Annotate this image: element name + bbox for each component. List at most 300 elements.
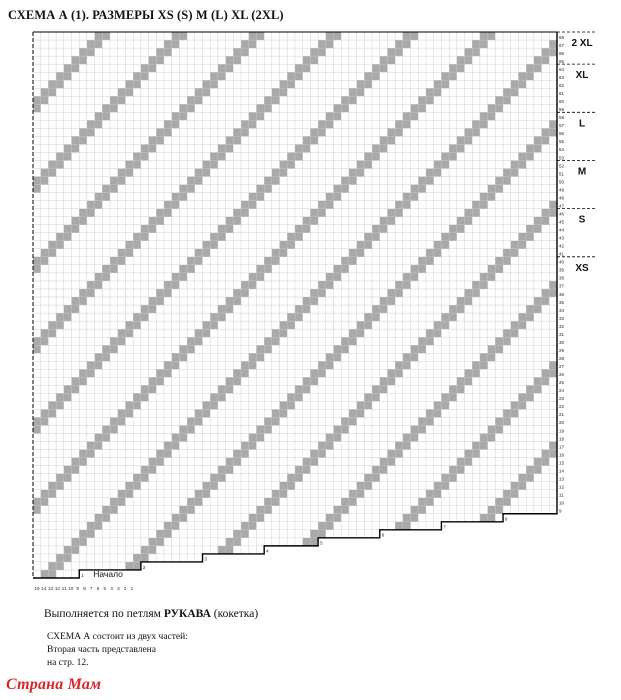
chart-cell xyxy=(218,369,226,377)
chart-cell xyxy=(210,104,218,112)
chart-cell xyxy=(280,201,288,209)
chart-cell xyxy=(403,506,411,514)
chart-cell xyxy=(241,80,249,88)
chart-cell xyxy=(449,514,457,522)
chart-cell xyxy=(318,217,326,225)
chart-cell xyxy=(418,514,426,522)
chart-cell xyxy=(372,152,380,160)
chart-cell xyxy=(195,257,203,265)
chart-cell xyxy=(249,369,257,377)
chart-cell xyxy=(256,209,264,217)
chart-cell xyxy=(303,48,311,56)
chart-cell xyxy=(441,193,449,201)
chart-cell xyxy=(526,442,534,450)
chart-cell xyxy=(457,152,465,160)
chart-cell xyxy=(141,128,149,136)
chart-cell xyxy=(233,506,241,514)
chart-cell xyxy=(549,217,557,225)
chart-cell xyxy=(295,80,303,88)
chart-cell xyxy=(118,474,126,482)
chart-cell xyxy=(472,217,480,225)
chart-cell xyxy=(102,217,110,225)
chart-cell xyxy=(549,458,557,466)
chart-cell xyxy=(56,546,64,554)
chart-cell xyxy=(164,506,172,514)
chart-cell xyxy=(465,32,473,40)
chart-cell xyxy=(511,458,519,466)
chart-cell xyxy=(503,345,511,353)
chart-cell xyxy=(133,265,141,273)
chart-cell xyxy=(465,209,473,217)
chart-cell xyxy=(472,88,480,96)
chart-cell xyxy=(41,177,49,185)
chart-cell xyxy=(256,40,264,48)
chart-cell xyxy=(364,177,372,185)
chart-cell xyxy=(372,120,380,128)
row-number: 3 xyxy=(204,556,208,562)
chart-cell xyxy=(110,433,118,441)
chart-cell xyxy=(326,80,334,88)
chart-cell xyxy=(179,249,187,257)
chart-cell xyxy=(226,498,234,506)
chart-cell xyxy=(303,530,311,538)
chart-cell xyxy=(287,281,295,289)
chart-cell xyxy=(295,345,303,353)
chart-cell xyxy=(349,209,357,217)
chart-cell xyxy=(518,136,526,144)
chart-cell xyxy=(403,425,411,433)
chart-cell xyxy=(233,466,241,474)
chart-cell xyxy=(418,104,426,112)
chart-cell xyxy=(341,458,349,466)
chart-cell xyxy=(395,144,403,152)
chart-cell xyxy=(426,56,434,64)
chart-cell xyxy=(125,177,133,185)
chart-cell xyxy=(341,80,349,88)
chart-cell xyxy=(395,514,403,522)
chart-cell xyxy=(41,241,49,249)
chart-cell xyxy=(249,64,257,72)
chart-cell xyxy=(210,56,218,64)
chart-cell xyxy=(488,321,496,329)
chart-cell xyxy=(465,466,473,474)
chart-cell xyxy=(503,193,511,201)
chart-cell xyxy=(542,433,550,441)
chart-cell xyxy=(295,281,303,289)
size-label: 2 XL xyxy=(571,38,593,49)
chart-cell xyxy=(403,64,411,72)
chart-cell xyxy=(526,329,534,337)
chart-cell xyxy=(380,482,388,490)
chart-cell xyxy=(187,128,195,136)
chart-cell xyxy=(295,321,303,329)
chart-cell xyxy=(179,313,187,321)
chart-cell xyxy=(41,281,49,289)
chart-cell xyxy=(287,144,295,152)
chart-cell xyxy=(495,193,503,201)
chart-cell xyxy=(133,257,141,265)
chart-cell xyxy=(102,249,110,257)
chart-cell xyxy=(426,249,434,257)
chart-cell xyxy=(272,265,280,273)
chart-cell xyxy=(526,177,534,185)
chart-cell xyxy=(95,177,103,185)
chart-cell xyxy=(72,361,80,369)
chart-cell xyxy=(542,64,550,72)
chart-cell xyxy=(110,257,118,265)
chart-cell xyxy=(133,144,141,152)
chart-cell xyxy=(118,72,126,80)
chart-cell xyxy=(457,514,465,522)
chart-cell xyxy=(125,530,133,538)
chart-cell xyxy=(264,506,272,514)
chart-cell xyxy=(395,88,403,96)
chart-cell xyxy=(542,281,550,289)
chart-cell xyxy=(87,305,95,313)
chart-cell xyxy=(256,257,264,265)
chart-cell xyxy=(387,120,395,128)
chart-cell xyxy=(526,401,534,409)
chart-cell xyxy=(210,490,218,498)
chart-cell xyxy=(41,321,49,329)
chart-cell xyxy=(418,281,426,289)
chart-cell xyxy=(64,241,72,249)
chart-cell xyxy=(503,329,511,337)
chart-cell xyxy=(326,96,334,104)
chart-cell xyxy=(141,506,149,514)
chart-cell xyxy=(357,88,365,96)
chart-cell xyxy=(357,321,365,329)
chart-cell xyxy=(280,209,288,217)
chart-cell xyxy=(149,442,157,450)
chart-cell xyxy=(249,337,257,345)
chart-cell xyxy=(79,458,87,466)
chart-cell xyxy=(249,377,257,385)
chart-cell xyxy=(480,193,488,201)
chart-cell xyxy=(141,281,149,289)
chart-cell xyxy=(472,433,480,441)
chart-cell xyxy=(264,64,272,72)
chart-cell xyxy=(310,96,318,104)
chart-cell xyxy=(272,112,280,120)
chart-cell xyxy=(495,249,503,257)
chart-cell xyxy=(488,128,496,136)
chart-cell xyxy=(449,112,457,120)
chart-cell xyxy=(41,217,49,225)
chart-cell xyxy=(526,377,534,385)
chart-cell xyxy=(411,474,419,482)
chart-cell xyxy=(534,217,542,225)
chart-cell xyxy=(280,530,288,538)
chart-cell xyxy=(264,482,272,490)
chart-cell xyxy=(272,80,280,88)
chart-cell xyxy=(387,450,395,458)
chart-cell xyxy=(210,450,218,458)
chart-cell xyxy=(79,321,87,329)
chart-cell xyxy=(287,48,295,56)
chart-cell xyxy=(87,225,95,233)
chart-cell xyxy=(349,32,357,40)
chart-cell xyxy=(503,506,511,514)
chart-cell xyxy=(249,152,257,160)
chart-cell xyxy=(164,169,172,177)
chart-cell xyxy=(179,425,187,433)
chart-cell xyxy=(33,217,41,225)
chart-cell xyxy=(72,112,80,120)
chart-cell xyxy=(56,409,64,417)
chart-cell xyxy=(48,417,56,425)
chart-cell xyxy=(411,361,419,369)
chart-cell xyxy=(480,225,488,233)
chart-cell xyxy=(480,313,488,321)
chart-cell xyxy=(418,193,426,201)
chart-cell xyxy=(133,409,141,417)
chart-cell xyxy=(79,546,87,554)
chart-cell xyxy=(64,337,72,345)
chart-cell xyxy=(56,570,64,578)
chart-cell xyxy=(110,297,118,305)
chart-cell xyxy=(149,136,157,144)
chart-cell xyxy=(511,104,519,112)
chart-cell xyxy=(318,241,326,249)
chart-cell xyxy=(480,169,488,177)
chart-cell xyxy=(310,112,318,120)
size-label: XS xyxy=(575,262,589,274)
chart-cell xyxy=(125,562,133,570)
chart-cell xyxy=(187,297,195,305)
chart-cell xyxy=(141,313,149,321)
chart-cell xyxy=(280,401,288,409)
chart-cell xyxy=(280,128,288,136)
chart-cell xyxy=(349,345,357,353)
chart-cell xyxy=(264,249,272,257)
chart-cell xyxy=(125,305,133,313)
chart-cell xyxy=(72,417,80,425)
chart-cell xyxy=(95,345,103,353)
chart-cell xyxy=(280,289,288,297)
chart-cell xyxy=(226,353,234,361)
chart-cell xyxy=(41,361,49,369)
chart-cell xyxy=(110,217,118,225)
chart-cell xyxy=(418,40,426,48)
chart-cell xyxy=(426,377,434,385)
chart-cell xyxy=(426,201,434,209)
chart-cell xyxy=(95,32,103,40)
chart-cell xyxy=(326,474,334,482)
chart-cell xyxy=(48,345,56,353)
chart-cell xyxy=(303,281,311,289)
chart-cell xyxy=(141,144,149,152)
chart-cell xyxy=(149,104,157,112)
chart-cell xyxy=(125,377,133,385)
chart-cell xyxy=(280,385,288,393)
chart-cell xyxy=(318,353,326,361)
chart-cell xyxy=(472,233,480,241)
chart-cell xyxy=(495,32,503,40)
chart-cell xyxy=(295,112,303,120)
chart-cell xyxy=(133,80,141,88)
chart-cell xyxy=(426,409,434,417)
chart-cell xyxy=(341,345,349,353)
chart-cell xyxy=(156,136,164,144)
chart-cell xyxy=(403,377,411,385)
chart-cell xyxy=(411,393,419,401)
chart-cell xyxy=(210,152,218,160)
chart-cell xyxy=(133,305,141,313)
chart-cell xyxy=(87,506,95,514)
chart-cell xyxy=(56,506,64,514)
chart-cell xyxy=(472,506,480,514)
chart-cell xyxy=(149,201,157,209)
chart-cell xyxy=(441,297,449,305)
chart-cell xyxy=(426,506,434,514)
column-number: 14 xyxy=(41,586,47,591)
chart-cell xyxy=(141,393,149,401)
chart-cell xyxy=(372,265,380,273)
chart-cell xyxy=(79,498,87,506)
chart-cell xyxy=(56,401,64,409)
chart-cell xyxy=(372,377,380,385)
chart-cell xyxy=(503,241,511,249)
chart-cell xyxy=(465,169,473,177)
chart-cell xyxy=(310,417,318,425)
chart-cell xyxy=(488,209,496,217)
column-number: 11 xyxy=(61,586,67,591)
chart-cell xyxy=(133,385,141,393)
chart-cell xyxy=(164,329,172,337)
chart-cell xyxy=(226,257,234,265)
chart-cell xyxy=(72,120,80,128)
chart-cell xyxy=(172,201,180,209)
chart-cell xyxy=(395,136,403,144)
chart-cell xyxy=(495,498,503,506)
row-number: 55 xyxy=(559,139,565,145)
chart-cell xyxy=(56,201,64,209)
chart-cell xyxy=(526,128,534,136)
chart-cell xyxy=(341,40,349,48)
chart-cell xyxy=(156,345,164,353)
chart-cell xyxy=(110,442,118,450)
chart-cell xyxy=(164,417,172,425)
chart-cell xyxy=(187,353,195,361)
chart-cell xyxy=(56,56,64,64)
chart-cell xyxy=(310,313,318,321)
chart-cell xyxy=(334,530,342,538)
chart-cell xyxy=(179,185,187,193)
chart-cell xyxy=(95,442,103,450)
chart-cell xyxy=(102,160,110,168)
chart-cell xyxy=(465,353,473,361)
chart-cell xyxy=(218,329,226,337)
chart-cell xyxy=(233,233,241,241)
chart-cell xyxy=(518,369,526,377)
chart-cell xyxy=(395,450,403,458)
chart-cell xyxy=(95,514,103,522)
chart-cell xyxy=(172,514,180,522)
chart-cell xyxy=(542,265,550,273)
chart-cell xyxy=(179,305,187,313)
chart-cell xyxy=(118,522,126,530)
chart-cell xyxy=(372,249,380,257)
chart-cell xyxy=(172,506,180,514)
chart-cell xyxy=(434,385,442,393)
chart-cell xyxy=(357,450,365,458)
chart-cell xyxy=(503,32,511,40)
chart-cell xyxy=(472,249,480,257)
chart-cell xyxy=(195,385,203,393)
chart-cell xyxy=(418,217,426,225)
chart-cell xyxy=(449,305,457,313)
chart-cell xyxy=(303,56,311,64)
chart-cell xyxy=(210,193,218,201)
chart-cell xyxy=(233,305,241,313)
chart-cell xyxy=(488,64,496,72)
chart-cell xyxy=(56,538,64,546)
chart-cell xyxy=(102,136,110,144)
chart-cell xyxy=(256,425,264,433)
chart-cell xyxy=(33,56,41,64)
chart-cell xyxy=(495,514,503,522)
chart-cell xyxy=(95,112,103,120)
chart-cell xyxy=(48,297,56,305)
chart-cell xyxy=(341,128,349,136)
chart-cell xyxy=(387,498,395,506)
row-number: 18 xyxy=(559,436,565,442)
chart-cell xyxy=(125,225,133,233)
chart-cell xyxy=(133,193,141,201)
chart-cell xyxy=(102,241,110,249)
chart-cell xyxy=(256,361,264,369)
chart-cell xyxy=(280,217,288,225)
chart-cell xyxy=(195,249,203,257)
chart-cell xyxy=(326,40,334,48)
chart-cell xyxy=(195,40,203,48)
chart-cell xyxy=(264,48,272,56)
chart-cell xyxy=(503,249,511,257)
chart-cell xyxy=(511,361,519,369)
chart-cell xyxy=(441,128,449,136)
chart-cell xyxy=(426,385,434,393)
chart-cell xyxy=(133,177,141,185)
chart-cell xyxy=(72,201,80,209)
chart-cell xyxy=(526,64,534,72)
chart-cell xyxy=(372,458,380,466)
chart-cell xyxy=(542,217,550,225)
chart-cell xyxy=(272,241,280,249)
chart-cell xyxy=(449,225,457,233)
chart-cell xyxy=(542,321,550,329)
chart-cell xyxy=(426,289,434,297)
chart-cell xyxy=(102,209,110,217)
chart-cell xyxy=(41,313,49,321)
chart-cell xyxy=(518,385,526,393)
chart-cell xyxy=(233,193,241,201)
chart-cell xyxy=(480,393,488,401)
chart-cell xyxy=(272,474,280,482)
chart-cell xyxy=(102,201,110,209)
chart-cell xyxy=(303,538,311,546)
chart-cell xyxy=(511,169,519,177)
chart-cell xyxy=(218,160,226,168)
chart-cell xyxy=(434,120,442,128)
chart-cell xyxy=(518,56,526,64)
chart-cell xyxy=(441,361,449,369)
chart-cell xyxy=(149,433,157,441)
chart-cell xyxy=(102,80,110,88)
chart-cell xyxy=(195,281,203,289)
chart-cell xyxy=(87,144,95,152)
chart-cell xyxy=(256,112,264,120)
